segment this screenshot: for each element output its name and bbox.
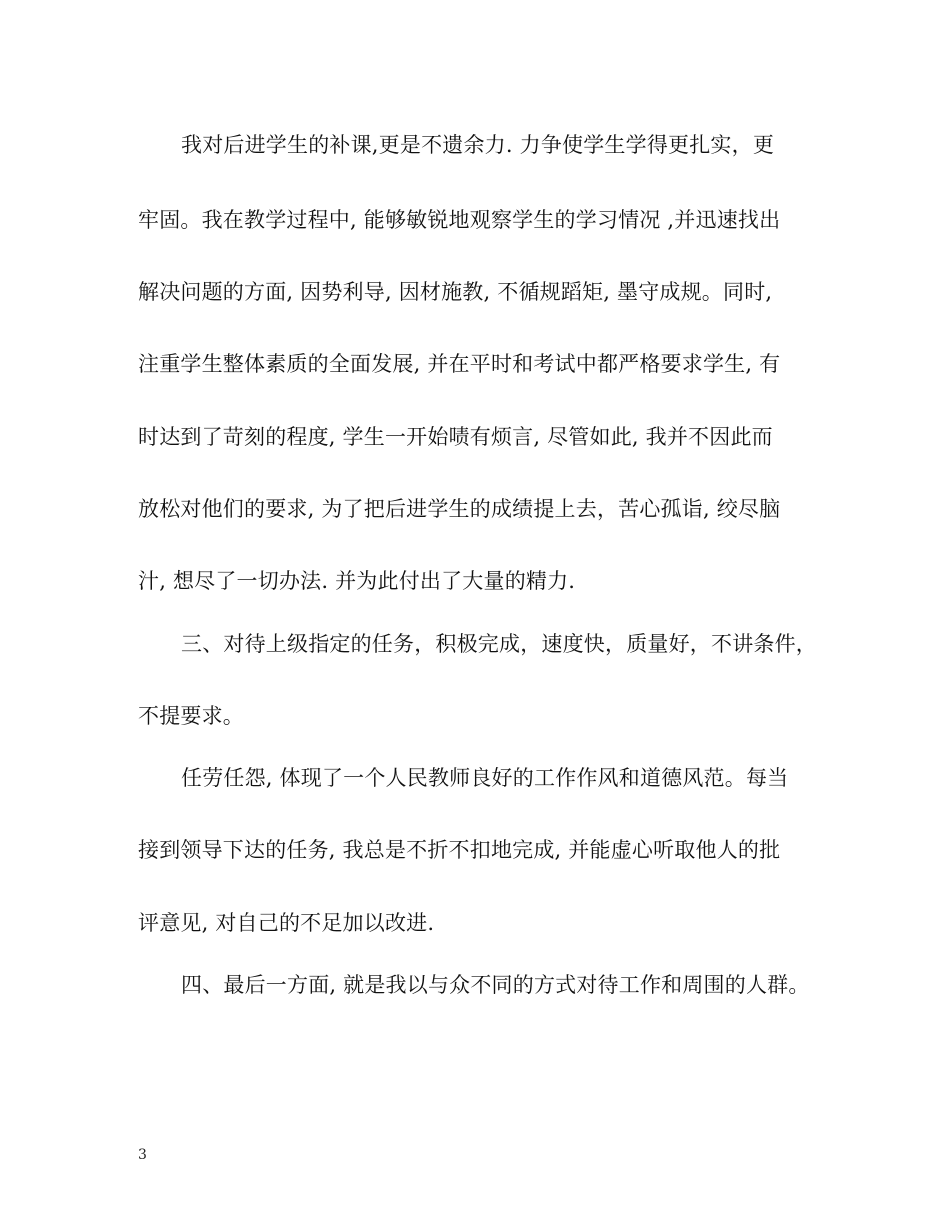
text-line-9: 不提要求。 [138,704,244,728]
text-line-10: 任劳任怨, 体现了一个人民教师良好的工作作风和道德风范。每当 [181,766,789,790]
text-line-12: 评意见, 对自己的不足加以改进. [138,911,435,935]
text-line-7: 汁, 想尽了一切办法. 并为此付出了大量的精力. [138,569,576,593]
text-line-1: 我对后进学生的补课,更是不遗余力. 力争使学生学得更扎实，更 [181,133,775,157]
text-line-13: 四、最后一方面, 就是我以与众不同的方式对待工作和周围的人群。 [181,973,810,997]
text-line-3: 解决问题的方面, 因势利导, 因材施教, 不循规蹈矩, 墨守成规。同时, [138,280,773,304]
text-line-8: 三、对待上级指定的任务，积极完成，速度快，质量好，不讲条件， [181,632,817,656]
page-number: 3 [138,1147,147,1163]
text-line-2: 牢固。我在教学过程中, 能够敏锐地观察学生的学习情况 ,并迅速找出 [138,208,781,232]
text-line-5: 时达到了苛刻的程度, 学生一开始啧有烦言, 尽管如此, 我并不因此而 [138,425,773,449]
text-line-11: 接到领导下达的任务, 我总是不折不扣地完成, 并能虚心听取他人的批 [138,838,781,862]
text-line-6: 放松对他们的要求, 为了把后进学生的成绩提上去，苦心孤诣, 绞尽脑 [138,497,781,521]
text-line-4: 注重学生整体素质的全面发展, 并在平时和考试中都严格要求学生, 有 [138,352,781,376]
